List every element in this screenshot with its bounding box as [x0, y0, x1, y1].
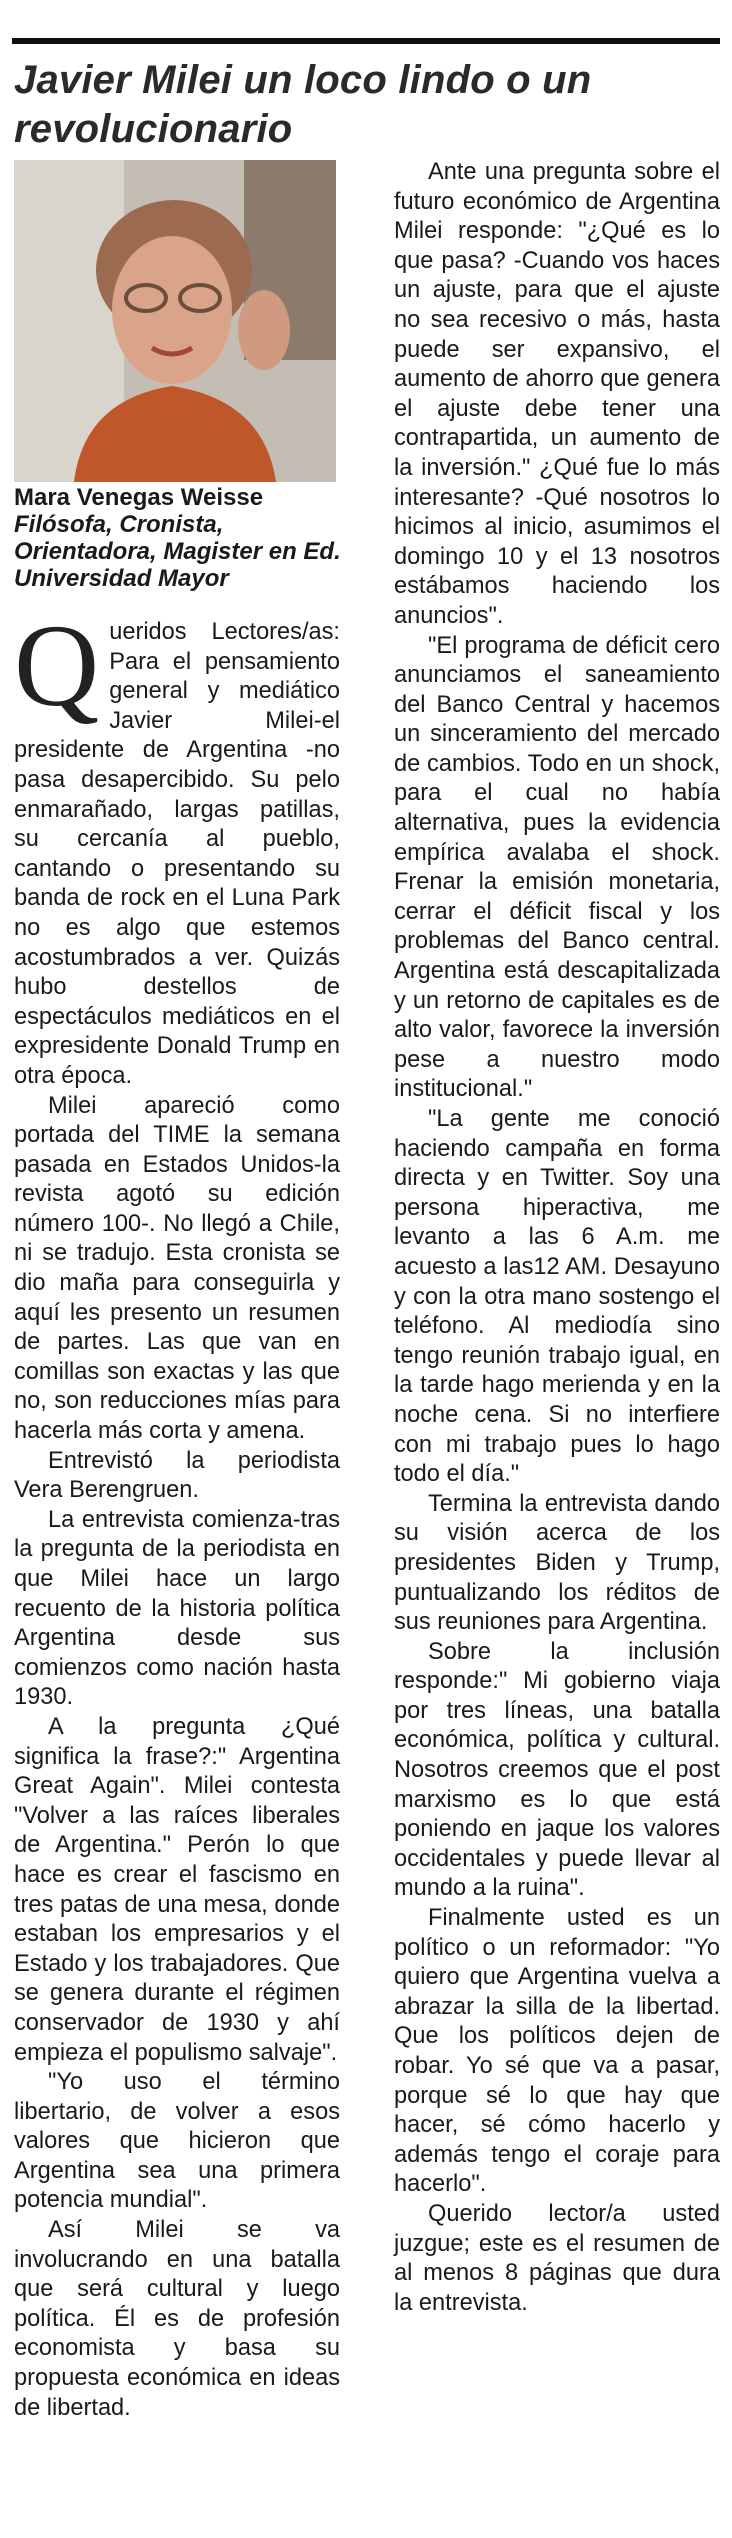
author-photo — [14, 160, 336, 482]
author-photo-illustration — [14, 160, 336, 482]
paragraph: Queridos Lectores/as: Para el pensamiento general y mediático Javier Milei-el presidente de Argentina -no pasa desapercibido. Su pelo enmarañado, largas patillas, su cercanía al pueblo, cantando o presentando su banda de rock en el Luna Park no es algo que estemos acostumbrados a ver. Quizás hubo destellos de espectáculos mediáticos en el expresidente Donald Trump en otra época. — [14, 600, 340, 1089]
paragraph: "El programa de déficit cero anunciamos el saneamiento del Banco Central y hacemos un sinceramiento del mercado de cambios. Todo en un shock, para el cual no había alternativa, pues la evidencia empírica avalaba el shock. Frenar la emisión monetaria, cerrar el déficit fiscal y los problemas del Banco central. Argentina está descapitalizada y un retorno de capitales es de alto valor, favorece la inversión pese a nuestro modo institucional." — [394, 632, 720, 1103]
article-title: Javier Milei un loco lindo o un revolucionario — [14, 58, 592, 151]
paragraph: Finalmente usted es un político o un reformador: "Yo quiero que Argentina vuelva a abrazar la silla de la libertad. Que los políticos dejen de robar. Yo sé que va a pasar, porque sé lo que hay que hacer, sé cómo hacerlo y además tengo el coraje para hacerlo". — [394, 1905, 720, 2198]
paragraph: "La gente me conoció haciendo campaña en forma directa y en Twitter. Soy una persona hiperactiva, me levanto a las 6 A.m. me acuesto a las12 AM. Desayuno y con la otra mano sostengo el teléfono. Al mediodía sino tengo reunión trabajo igual, en la tarde hago merienda y en la noche cena. Si no interfiere con mi trabajo pues lo hago todo el día." — [394, 1106, 720, 1488]
paragraph: La entrevista comienza-tras la pregunta de la periodista en que Milei hace un largo recuento de la historia política Argentina desde sus comienzos como nación hasta 1930. — [14, 1506, 340, 1711]
paragraph: Milei apareció como portada del TIME la semana pasada en Estados Unidos-la revista agotó su edición número 100-. No llegó a Chile, ni se tradujo. Esta cronista se dio maña para conseguirla y aquí les presento un resumen de partes. Las que van en comillas son exactas y las que no, son reducciones mías para hacerla más corta y amena. — [14, 1092, 340, 1445]
drop-cap: Q — [14, 600, 100, 731]
paragraph: Querido lector/a usted juzgue; este es el resumen de al menos 8 páginas que dura la entrevista. — [394, 2200, 720, 2316]
paragraph: Ante una pregunta sobre el futuro económico de Argentina Milei responde: "¿Qué es lo que pasa? -Cuando vos haces un ajuste, para que el ajuste no sea recesivo o más, hasta puede ser expansivo, el aumento de ahorro que genera el ajuste debe tener una contrapartida, un aumento de la inversión." ¿Qué fue lo más interesante? -Qué nosotros lo hicimos al inicio, asumimos el domingo 10 y el 13 nosotros estábamos haciendo los anuncios". — [394, 159, 720, 629]
paragraph: Termina la entrevista dando su visión acerca de los presidentes Biden y Trump, puntualizando los réditos de sus reuniones para Argentina. — [394, 1490, 720, 1636]
author-caption — [14, 484, 344, 592]
paragraph: Entrevistó la periodista Vera Berengruen. — [14, 1447, 340, 1504]
paragraph: A la pregunta ¿Qué significa la frase?:" Argentina Great Again". Milei contesta "Volver a las raíces liberales de Argentina." Perón lo que hace es crear el fascismo en tres patas de una mesa, donde estaban los empresarios y el Estado y los trabajadores. Que se genera durante el régimen conservador de 1930 y ahí empieza el populismo salvaje". — [14, 1713, 340, 2066]
paragraph: "Yo uso el término libertario, de volver a esos valores que hicieron que Argentina sea una primera potencia mundial". — [14, 2069, 340, 2214]
author-role: Filósofa, Cronista, Orientadora, Magister en Ed. Universidad Mayor — [14, 511, 341, 592]
paragraph: Así Milei se va involucrando en una batalla que será cultural y luego política. Él es de profesión economista y basa su propuesta económica en ideas de libertad. — [14, 2217, 340, 2421]
author-name: Mara Venegas Weisse — [14, 484, 264, 511]
right-column — [394, 158, 720, 2318]
paragraph: Sobre la inclusión responde:" Mi gobierno viaja por tres líneas, una batalla económica, política y cultural. Nosotros creemos que el post marxismo es lo que está poniendo en jaque los valores occidentales y puede llevar al mundo a la ruina". — [394, 1638, 720, 1902]
left-column — [14, 600, 340, 2423]
top-rule — [12, 38, 720, 44]
